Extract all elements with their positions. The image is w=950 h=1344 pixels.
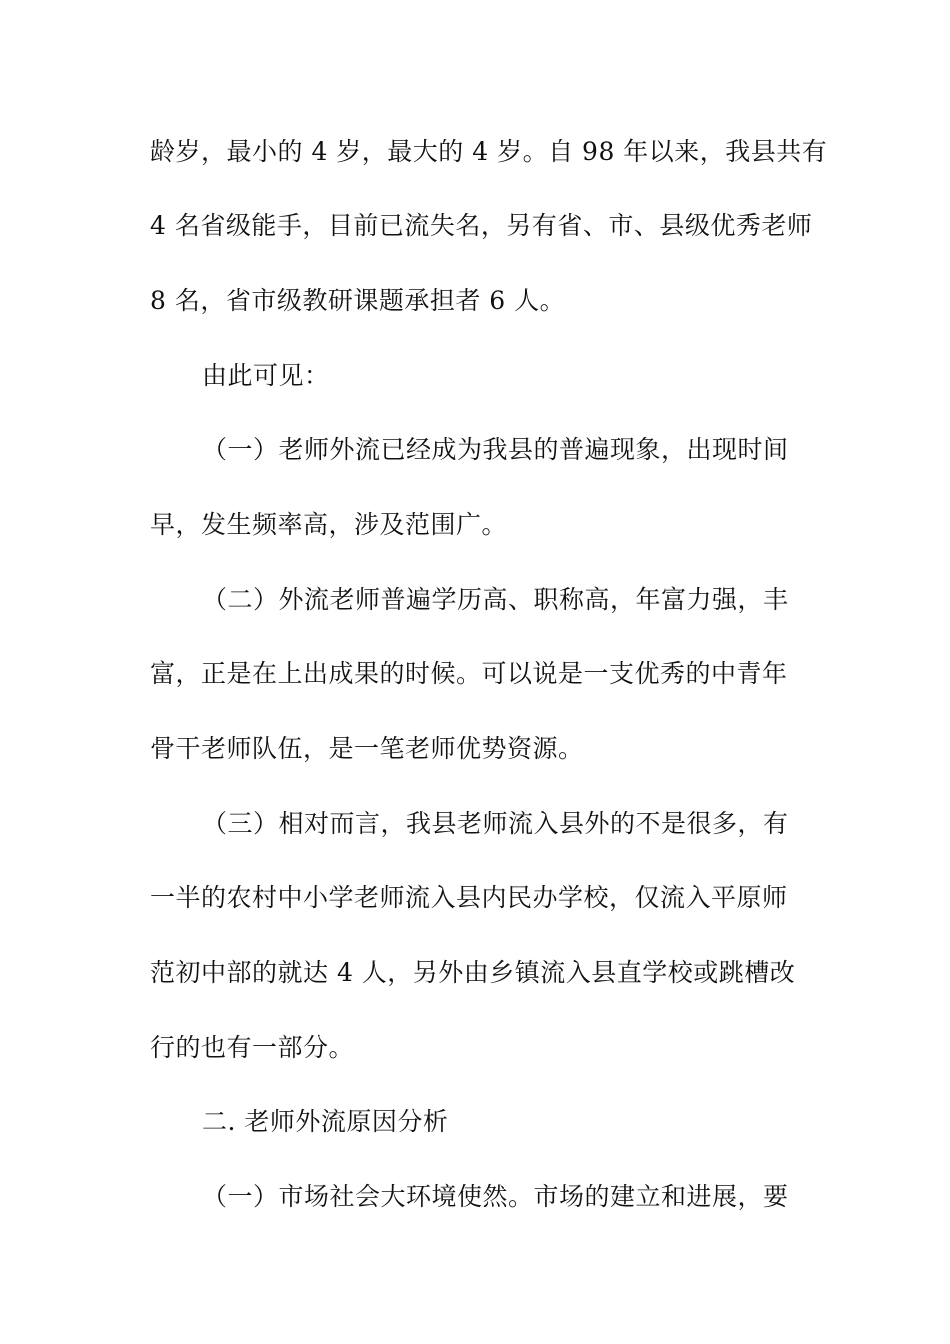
- text-line: 4 名省级能手，目前已流失名，另有省、市、县级优秀老师: [150, 211, 813, 240]
- text-line: 早，发生频率高，涉及范围广。: [150, 510, 508, 539]
- text-line: （一）市场社会大环境使然。市场的建立和进展，要: [202, 1182, 789, 1211]
- text-line: （二）外流老师普遍学历高、职称高，年富力强，丰: [202, 585, 789, 614]
- text-line: 一半的农村中小学老师流入县内民办学校，仅流入平原师: [150, 883, 788, 912]
- text-line: （三）相对而言，我县老师流入县外的不是很多，有: [202, 809, 789, 838]
- text-line: 骨干老师队伍，是一笔老师优势资源。: [150, 734, 584, 763]
- text-line: 行的也有一部分。: [150, 1033, 355, 1062]
- section-heading: 二. 老师外流原因分析: [202, 1107, 449, 1136]
- text-line: 范初中部的就达 4 人，另外由乡镇流入县直学校或跳槽改: [150, 958, 796, 987]
- text-line: 龄岁，最小的 4 岁，最大的 4 岁。自 98 年以来，我县共有: [150, 137, 828, 166]
- text-line: 8 名，省市级教研课题承担者 6 人。: [150, 286, 566, 315]
- text-line: 由此可见：: [202, 361, 330, 390]
- text-line: （一）老师外流已经成为我县的普遍现象，出现时间: [202, 435, 789, 464]
- text-line: 富，正是在上出成果的时候。可以说是一支优秀的中青年: [150, 659, 788, 688]
